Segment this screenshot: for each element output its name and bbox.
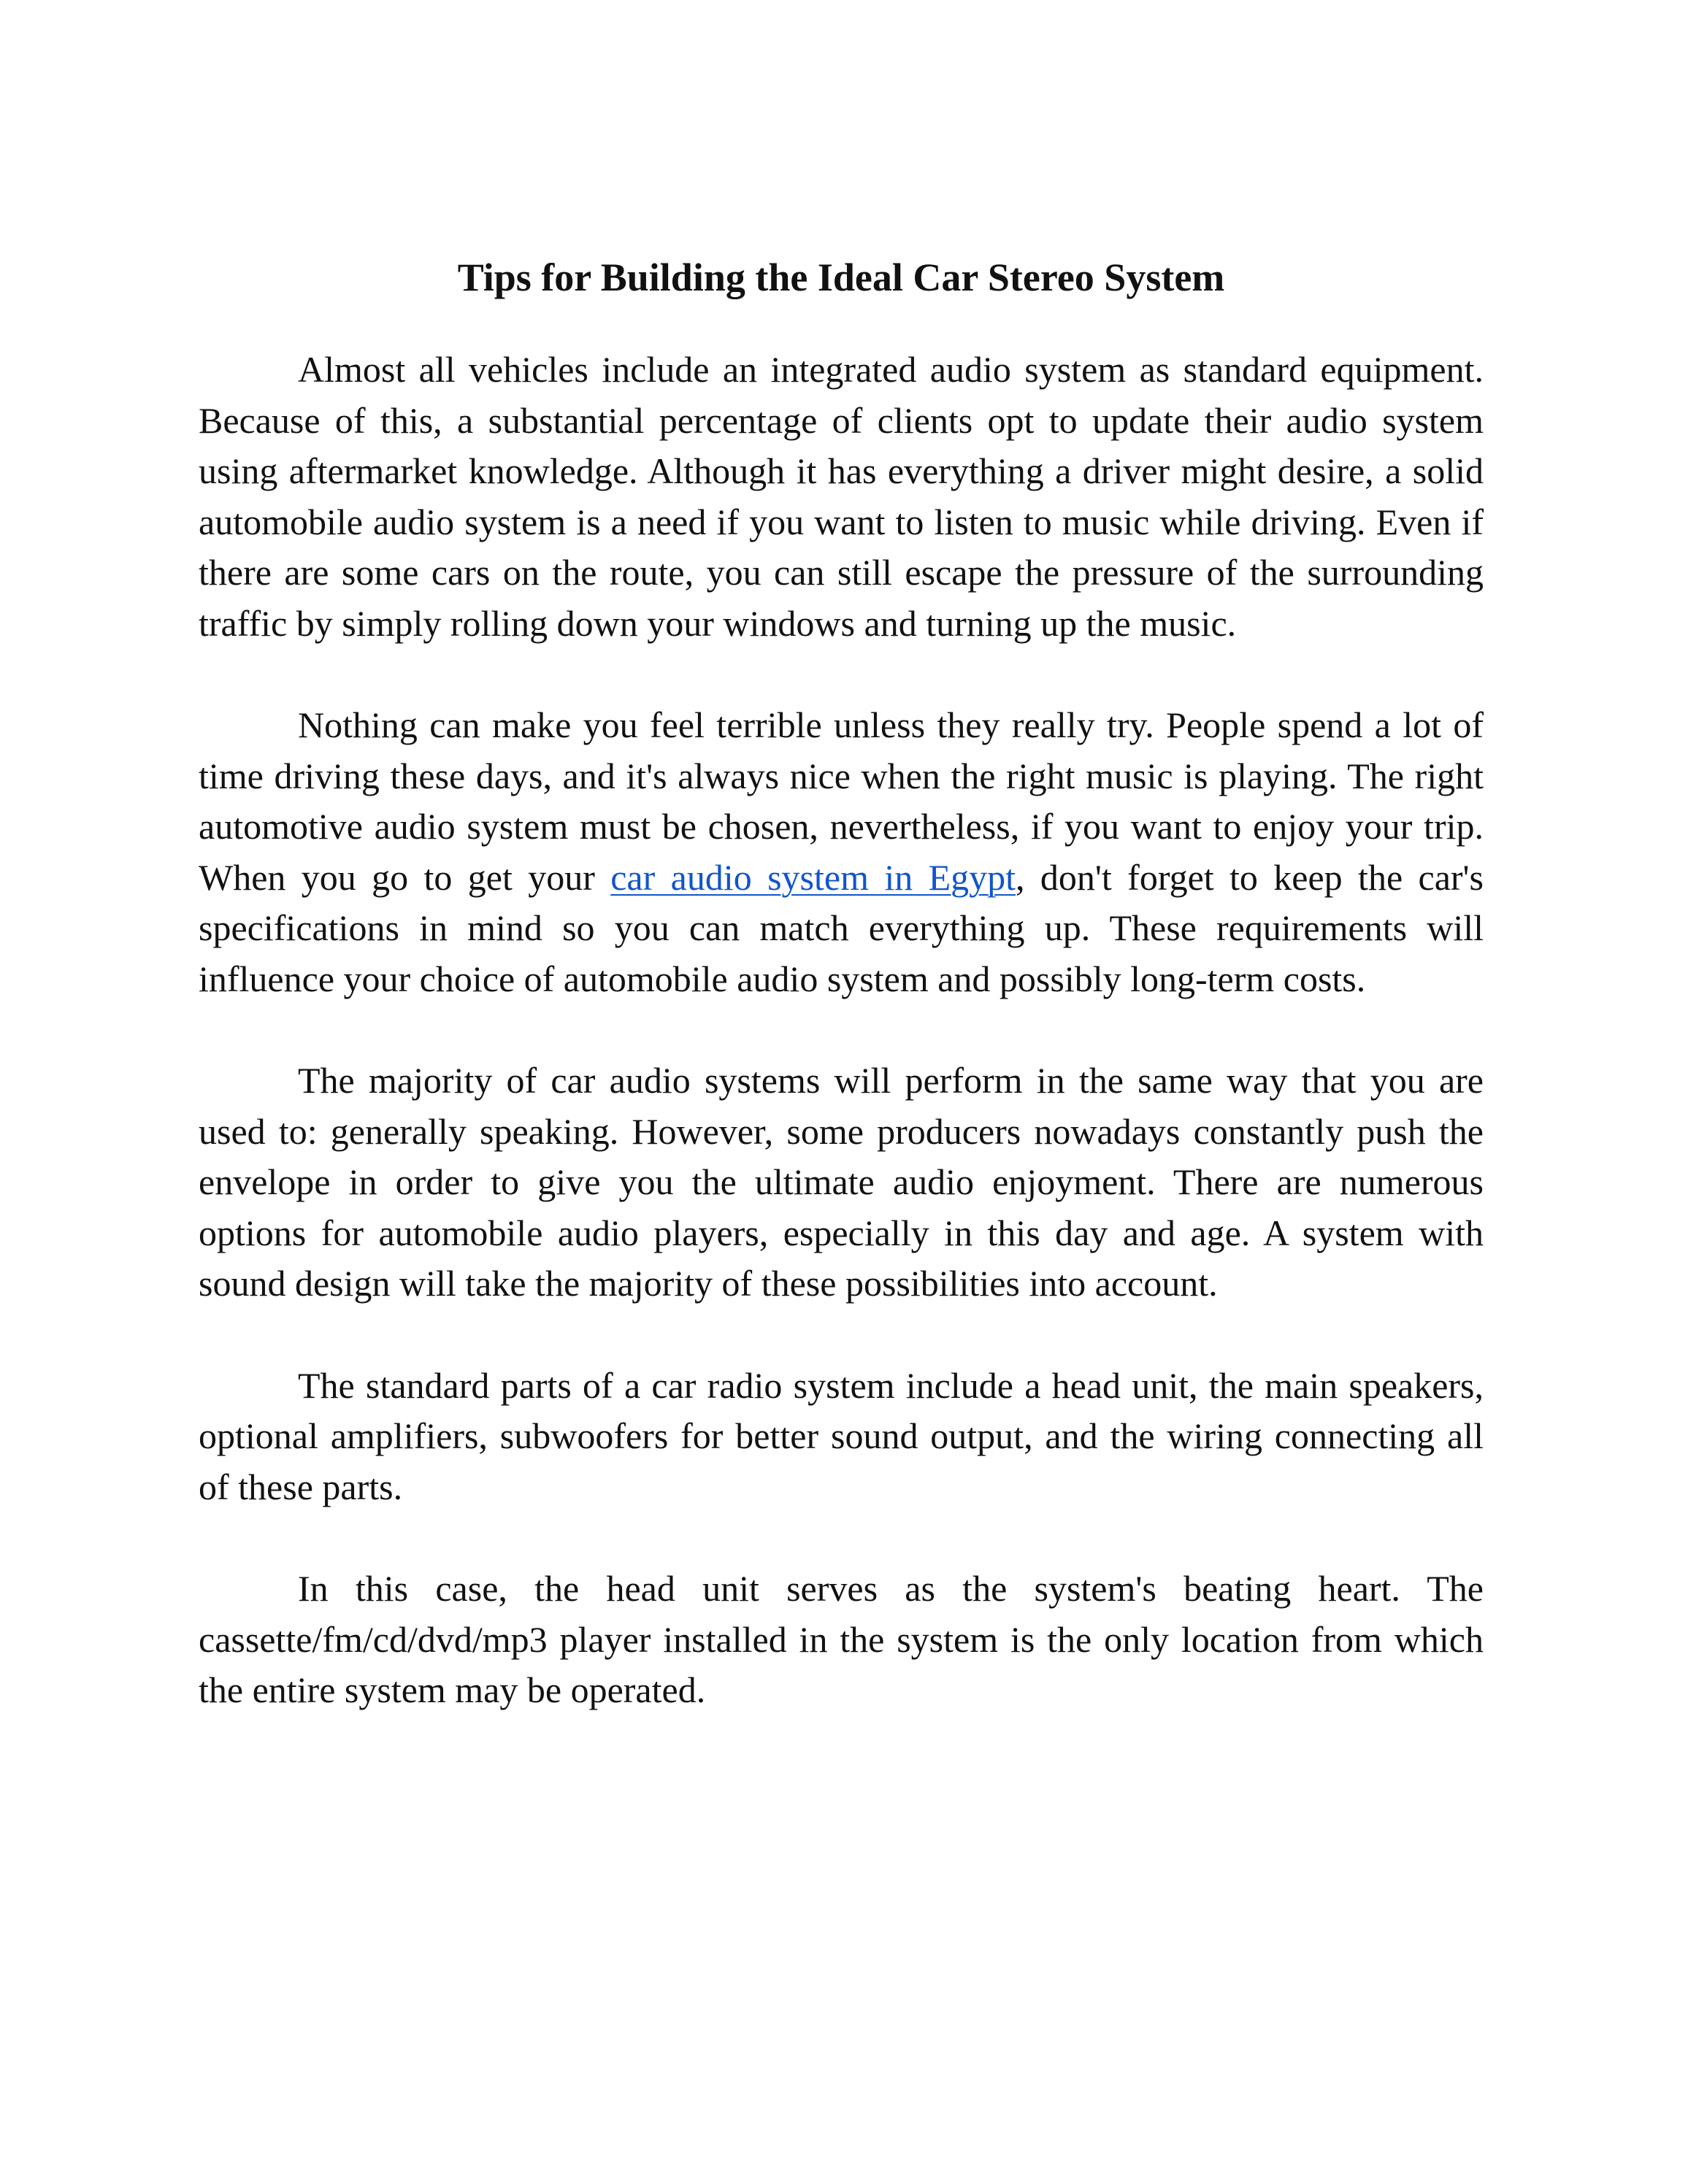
paragraph-options: The majority of car audio systems will perform in the same way that you are used to: generally speaking. However, some producers nowadays constantly push the envelope in order to give you the ultimate audio enjoyment. There are numerous options for automobile audio players, especially in this day and age. A system with sound design will take the majority of these possibilities into account. bbox=[199, 1060, 1484, 1304]
paragraph-trip bbox=[199, 700, 1484, 1004]
document-body bbox=[199, 248, 1484, 1716]
car-audio-egypt-link[interactable]: car audio system in Egypt bbox=[610, 856, 1016, 898]
paragraph-text-before-link: Nothing can make you feel terrible unless they really try. People spend a lot of time driving these days, and it's always nice when the right music is playing. The right automotive audio system must be chosen, nevertheless, if you want to enjoy your trip. When you go to get your bbox=[199, 704, 1484, 898]
paragraph-head-unit: In this case, the head unit serves as the system's beating heart. The cassette/fm/cd/dvd/mp3 player installed in the system is the only location from which the entire system may be operated. bbox=[199, 1568, 1484, 1710]
paragraph-text-after-link: , don't forget to keep the car's specifications in mind so you can match everything up. These requirements will influence your choice of automobile audio system and possibly long-term costs. bbox=[199, 856, 1484, 999]
paragraph-intro: Almost all vehicles include an integrated audio system as standard equipment. Because of this, a substantial percentage of clients opt to update their audio system using aftermarket knowledge. Although it has everything a driver might desire, a solid automobile audio system is a need if you want to listen to music while driving. Even if there are some cars on the route, you can still escape the pressure of the surrounding traffic by simply rolling down your windows and turning up the music. bbox=[199, 349, 1484, 644]
paragraph-parts: The standard parts of a car radio system include a head unit, the main speakers, optional amplifiers, subwoofers for better sound output, and the wiring connecting all of these parts. bbox=[199, 1364, 1484, 1507]
document-title: Tips for Building the Ideal Car Stereo System bbox=[457, 255, 1225, 299]
